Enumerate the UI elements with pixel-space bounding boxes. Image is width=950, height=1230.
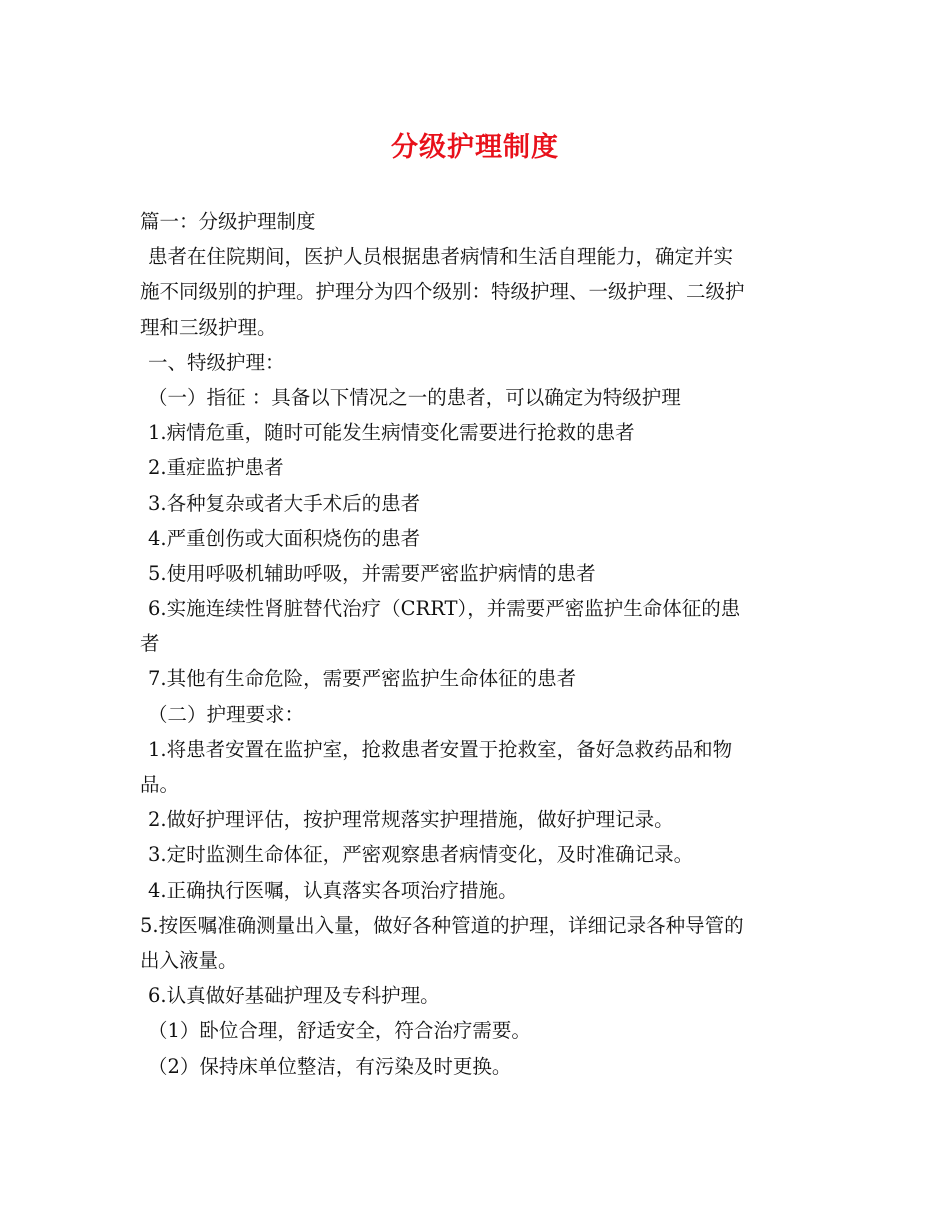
- document-title: 分级护理制度: [391, 132, 559, 163]
- sub-list-item: （1）卧位合理，舒适安全，符合治疗需要。: [148, 1019, 531, 1043]
- list-item: 3.定时监测生命体征，严密观察患者病情变化，及时准确记录。: [148, 843, 694, 867]
- list-item-continuation: 出入液量。: [140, 948, 238, 972]
- list-item: 4.严重创伤或大面积烧伤的患者: [148, 526, 421, 550]
- list-item-continuation: 品。: [140, 773, 180, 796]
- list-item: 6.实施连续性肾脏替代治疗（CRRT），并需要严密监护生命体征的患: [148, 597, 741, 621]
- level-heading-special: 一、特级护理：: [148, 350, 285, 374]
- intro-paragraph-line: 施不同级别的护理。护理分为四个级别：特级护理、一级护理、二级护: [140, 280, 745, 304]
- subsection-requirements: （二）护理要求：: [148, 702, 305, 726]
- intro-paragraph-line: 理和三级护理。: [140, 315, 277, 339]
- list-item: 2.做好护理评估，按护理常规落实护理措施，做好护理记录。: [148, 808, 674, 832]
- document-body: [140, 204, 816, 1084]
- list-item: 7.其他有生命危险，需要严密监护生命体征的患者: [148, 667, 577, 691]
- list-item: 3.各种复杂或者大手术后的患者: [148, 491, 421, 515]
- intro-paragraph-line: 患者在住院期间，医护人员根据患者病情和生活自理能力，确定并实: [148, 245, 734, 269]
- section-heading-1: 篇一：分级护理制度: [140, 210, 316, 233]
- list-item: 5.使用呼吸机辅助呼吸，并需要严密监护病情的患者: [148, 561, 596, 585]
- sub-list-item: （2）保持床单位整洁，有污染及时更换。: [148, 1054, 512, 1078]
- list-item: 1.病情危重，随时可能发生病情变化需要进行抢救的患者: [148, 421, 635, 445]
- list-item-continuation: 者: [140, 632, 160, 656]
- list-item: 5.按医嘱准确测量出入量，做好各种管道的护理，详细记录各种导管的: [140, 913, 744, 937]
- list-item: 4.正确执行医嘱，认真落实各项治疗措施。: [148, 878, 518, 902]
- list-item: 1.将患者安置在监护室，抢救患者安置于抢救室，备好急救药品和物: [148, 737, 733, 761]
- list-item: 2.重症监护患者: [148, 456, 284, 480]
- list-item: 6.认真做好基础护理及专科护理。: [148, 984, 440, 1008]
- subsection-indications: （一）指征 ：具备以下情况之一的患者，可以确定为特级护理: [148, 385, 681, 409]
